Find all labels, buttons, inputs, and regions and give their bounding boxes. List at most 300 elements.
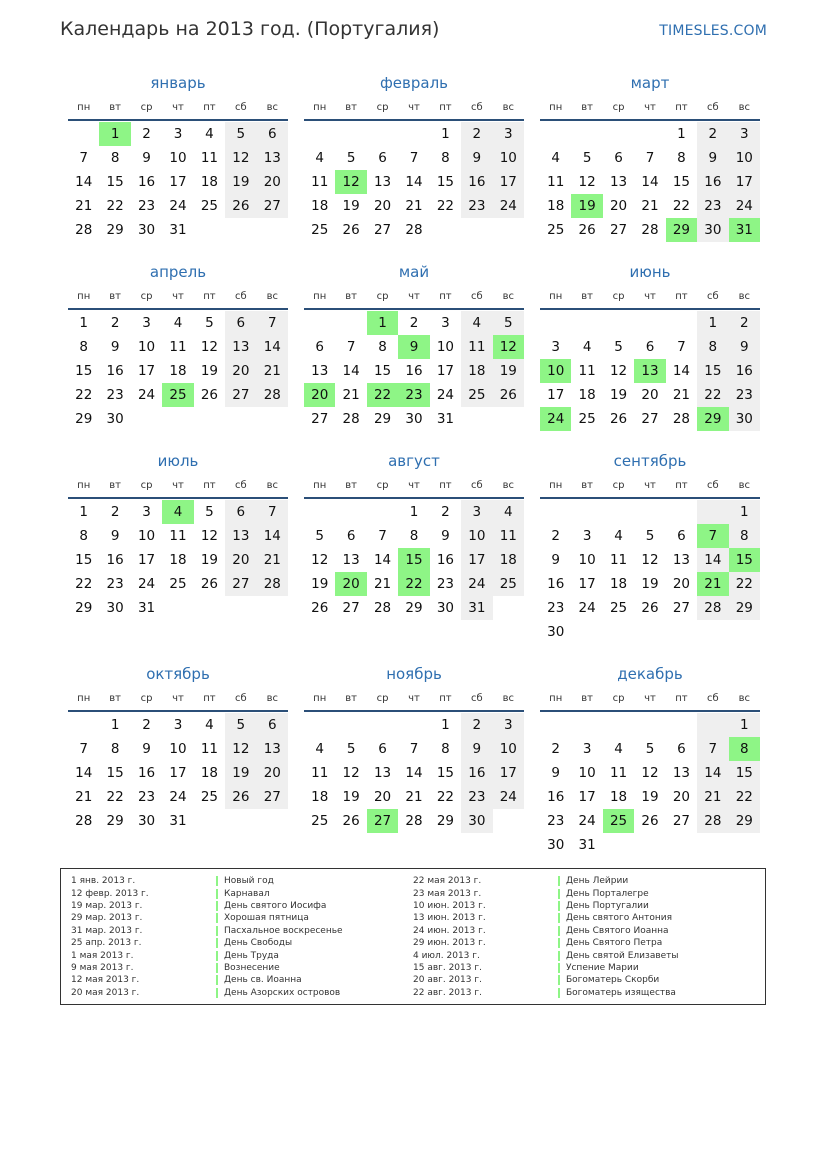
month-name: сентябрь bbox=[613, 452, 687, 470]
day-cell: 27 bbox=[257, 194, 288, 218]
day-cell: 30 bbox=[547, 837, 565, 853]
weekday-label: ср bbox=[612, 480, 625, 491]
weekday-label: пт bbox=[675, 480, 688, 491]
weekday-label: чт bbox=[644, 102, 656, 113]
day-cell: 28 bbox=[405, 222, 423, 238]
day-cell: 29 bbox=[405, 600, 423, 616]
day-cell: 25 bbox=[547, 222, 565, 238]
holiday-day-cell: 29 bbox=[666, 218, 697, 242]
holiday-day-cell: 10 bbox=[540, 359, 571, 383]
weekday-label: чт bbox=[408, 291, 420, 302]
holiday-name: День Труда bbox=[216, 951, 279, 961]
day-cell: 30 bbox=[137, 222, 156, 238]
day-cell: 26 bbox=[641, 600, 659, 616]
day-cell: 14 bbox=[697, 761, 728, 785]
weekday-label: ср bbox=[140, 291, 153, 302]
holiday-row bbox=[413, 987, 755, 999]
day-cell: 1 bbox=[697, 311, 728, 335]
weekday-header bbox=[68, 474, 288, 499]
day-cell: 8 bbox=[441, 741, 450, 757]
weekday-label: пн bbox=[313, 693, 327, 704]
day-cell: 8 bbox=[409, 528, 419, 544]
holiday-row bbox=[413, 900, 755, 912]
weekday-label: пт bbox=[203, 291, 216, 302]
weekday-label: пт bbox=[203, 102, 216, 113]
day-cell: 20 bbox=[257, 170, 288, 194]
holiday-row bbox=[71, 875, 413, 887]
day-cell: 26 bbox=[493, 383, 524, 407]
day-cell: 11 bbox=[609, 552, 628, 568]
weekday-label: сб bbox=[235, 693, 247, 704]
day-cell: 2 bbox=[110, 504, 120, 520]
day-cell: 6 bbox=[257, 713, 288, 737]
day-cell: 15 bbox=[106, 765, 124, 781]
holiday-name: День святого Иосифа bbox=[216, 901, 326, 911]
day-cell: 16 bbox=[405, 363, 423, 379]
holiday-name: Новый год bbox=[216, 876, 274, 886]
day-cell: 18 bbox=[547, 198, 565, 214]
day-cell: 9 bbox=[551, 552, 560, 568]
weekday-label: чт bbox=[172, 102, 184, 113]
day-cell: 15 bbox=[729, 761, 760, 785]
days-grid bbox=[540, 500, 760, 644]
day-cell: 30 bbox=[547, 624, 565, 640]
day-cell: 7 bbox=[257, 311, 288, 335]
day-cell: 30 bbox=[697, 218, 728, 242]
day-cell: 13 bbox=[257, 737, 288, 761]
weekday-label: чт bbox=[172, 693, 184, 704]
day-cell: 14 bbox=[75, 765, 93, 781]
day-cell: 4 bbox=[173, 315, 183, 331]
day-cell: 13 bbox=[672, 765, 691, 781]
day-cell: 28 bbox=[672, 411, 691, 427]
weekday-label: пт bbox=[675, 693, 688, 704]
days-grid bbox=[540, 713, 760, 857]
site-link[interactable]: TIMESLES.COM bbox=[659, 23, 767, 39]
day-cell: 9 bbox=[461, 146, 492, 170]
weekday-label: пт bbox=[675, 102, 688, 113]
day-cell: 4 bbox=[614, 528, 623, 544]
day-cell: 17 bbox=[547, 387, 565, 403]
weekday-label: ср bbox=[140, 480, 153, 491]
weekday-label: пн bbox=[549, 480, 563, 491]
empty-cell bbox=[697, 713, 728, 737]
day-cell: 30 bbox=[106, 411, 124, 427]
day-cell: 18 bbox=[578, 387, 596, 403]
day-cell: 8 bbox=[110, 741, 120, 757]
weekday-label: пн bbox=[549, 102, 563, 113]
weekday-label: сб bbox=[471, 102, 483, 113]
day-cell: 27 bbox=[342, 600, 360, 616]
day-cell: 30 bbox=[137, 813, 156, 829]
day-cell: 1 bbox=[110, 717, 120, 733]
day-cell: 24 bbox=[137, 576, 156, 592]
day-cell: 13 bbox=[311, 363, 329, 379]
empty-cell bbox=[634, 713, 665, 737]
empty-cell bbox=[634, 311, 665, 335]
day-cell: 16 bbox=[729, 359, 760, 383]
day-cell: 1 bbox=[79, 504, 88, 520]
weekday-label: вт bbox=[109, 480, 121, 491]
holiday-name: День святой Елизаветы bbox=[558, 951, 679, 961]
weekday-label: сб bbox=[707, 291, 719, 302]
day-cell: 30 bbox=[436, 600, 455, 616]
holiday-row bbox=[71, 987, 413, 999]
day-cell: 21 bbox=[405, 789, 423, 805]
day-cell: 7 bbox=[79, 741, 88, 757]
day-cell: 16 bbox=[436, 552, 455, 568]
day-cell: 12 bbox=[609, 363, 628, 379]
day-cell: 19 bbox=[641, 576, 659, 592]
day-cell: 25 bbox=[200, 789, 219, 805]
day-cell: 10 bbox=[729, 146, 760, 170]
holiday-day-cell: 12 bbox=[335, 170, 366, 194]
day-cell: 11 bbox=[169, 528, 187, 544]
holiday-date: 31 мар. 2013 г. bbox=[71, 925, 143, 936]
day-cell: 28 bbox=[257, 383, 288, 407]
day-cell: 2 bbox=[441, 504, 450, 520]
day-cell: 23 bbox=[436, 576, 455, 592]
days-grid bbox=[68, 713, 288, 833]
day-cell: 8 bbox=[677, 150, 686, 166]
weekday-label: вт bbox=[345, 291, 357, 302]
day-cell: 24 bbox=[461, 572, 492, 596]
holiday-row bbox=[71, 937, 413, 949]
day-cell: 6 bbox=[315, 339, 324, 355]
days-grid bbox=[68, 500, 288, 620]
day-cell: 26 bbox=[225, 785, 256, 809]
holiday-day-cell: 9 bbox=[398, 335, 429, 359]
weekday-label: вс bbox=[502, 291, 514, 302]
holiday-day-cell: 8 bbox=[729, 737, 760, 761]
holiday-name: День Португалии bbox=[558, 901, 649, 911]
month-calendar bbox=[540, 661, 760, 853]
day-cell: 4 bbox=[461, 311, 492, 335]
day-cell: 31 bbox=[578, 837, 596, 853]
day-cell: 23 bbox=[697, 194, 728, 218]
day-cell: 13 bbox=[225, 335, 256, 359]
weekday-label: вс bbox=[738, 102, 750, 113]
empty-cell bbox=[304, 713, 335, 737]
day-cell: 11 bbox=[609, 765, 628, 781]
day-cell: 31 bbox=[137, 600, 156, 616]
day-cell: 20 bbox=[225, 359, 256, 383]
day-cell: 2 bbox=[461, 713, 492, 737]
weekday-label: ср bbox=[612, 102, 625, 113]
day-cell: 25 bbox=[311, 222, 329, 238]
weekday-label: чт bbox=[644, 693, 656, 704]
day-cell: 17 bbox=[729, 170, 760, 194]
day-cell: 9 bbox=[461, 737, 492, 761]
days-grid bbox=[540, 311, 760, 431]
day-cell: 15 bbox=[697, 359, 728, 383]
day-cell: 14 bbox=[342, 363, 360, 379]
day-cell: 20 bbox=[609, 198, 628, 214]
holiday-day-cell: 12 bbox=[493, 335, 524, 359]
weekday-label: сб bbox=[235, 291, 247, 302]
weekday-label: ср bbox=[376, 102, 389, 113]
day-cell: 23 bbox=[547, 600, 565, 616]
empty-cell bbox=[540, 713, 571, 737]
empty-cell bbox=[603, 500, 634, 524]
month-calendar bbox=[540, 70, 760, 259]
day-cell: 21 bbox=[257, 548, 288, 572]
day-cell: 27 bbox=[609, 222, 628, 238]
empty-cell bbox=[634, 500, 665, 524]
weekday-label: ср bbox=[376, 693, 389, 704]
day-cell: 26 bbox=[311, 600, 329, 616]
day-cell: 10 bbox=[169, 150, 187, 166]
holiday-row bbox=[71, 949, 413, 961]
day-cell: 10 bbox=[137, 339, 156, 355]
holiday-day-cell: 20 bbox=[304, 383, 335, 407]
weekday-label: вс bbox=[738, 480, 750, 491]
day-cell: 1 bbox=[441, 717, 450, 733]
day-cell: 16 bbox=[547, 576, 565, 592]
month-calendar bbox=[304, 259, 524, 448]
day-cell: 17 bbox=[578, 789, 596, 805]
day-cell: 15 bbox=[106, 174, 124, 190]
weekday-label: пт bbox=[203, 693, 216, 704]
day-cell: 27 bbox=[225, 383, 256, 407]
holiday-date: 22 авг. 2013 г. bbox=[413, 987, 482, 998]
month-calendar bbox=[68, 259, 288, 448]
holiday-day-cell: 1 bbox=[99, 122, 130, 146]
holiday-day-cell: 15 bbox=[729, 548, 760, 572]
day-cell: 9 bbox=[142, 741, 151, 757]
holiday-date: 1 янв. 2013 г. bbox=[71, 876, 136, 887]
empty-cell bbox=[335, 713, 366, 737]
day-cell: 10 bbox=[493, 146, 524, 170]
day-cell: 13 bbox=[225, 524, 256, 548]
day-cell: 11 bbox=[493, 524, 524, 548]
day-cell: 31 bbox=[461, 596, 492, 620]
day-cell: 28 bbox=[373, 600, 392, 616]
day-cell: 26 bbox=[200, 576, 219, 592]
day-cell: 5 bbox=[346, 150, 356, 166]
holiday-row bbox=[413, 974, 755, 986]
empty-cell bbox=[571, 311, 602, 335]
holiday-row bbox=[413, 912, 755, 924]
day-cell: 7 bbox=[257, 500, 288, 524]
day-cell: 16 bbox=[697, 170, 728, 194]
holiday-date: 19 мар. 2013 г. bbox=[71, 900, 143, 911]
day-cell: 23 bbox=[461, 785, 492, 809]
day-cell: 25 bbox=[578, 411, 596, 427]
days-grid bbox=[68, 311, 288, 431]
day-cell: 26 bbox=[342, 222, 360, 238]
empty-cell bbox=[634, 122, 665, 146]
weekday-label: сб bbox=[235, 102, 247, 113]
day-cell: 17 bbox=[436, 363, 455, 379]
day-cell: 1 bbox=[441, 126, 450, 142]
day-cell: 17 bbox=[169, 174, 187, 190]
weekday-label: чт bbox=[408, 693, 420, 704]
empty-cell bbox=[367, 122, 398, 146]
weekday-label: вс bbox=[266, 102, 278, 113]
day-cell: 29 bbox=[436, 813, 455, 829]
empty-cell bbox=[398, 122, 429, 146]
day-cell: 4 bbox=[205, 126, 214, 142]
day-cell: 9 bbox=[729, 335, 760, 359]
day-cell: 23 bbox=[547, 813, 565, 829]
holiday-name: Вознесение bbox=[216, 963, 280, 973]
empty-cell bbox=[304, 311, 335, 335]
day-cell: 10 bbox=[169, 741, 187, 757]
holiday-day-cell: 25 bbox=[162, 383, 193, 407]
holiday-date: 13 июн. 2013 г. bbox=[413, 913, 486, 924]
day-cell: 11 bbox=[169, 339, 187, 355]
day-cell: 13 bbox=[672, 552, 691, 568]
day-cell: 6 bbox=[614, 150, 623, 166]
weekday-label: сб bbox=[235, 480, 247, 491]
holiday-row bbox=[71, 887, 413, 899]
weekday-label: сб bbox=[707, 693, 719, 704]
day-cell: 21 bbox=[373, 576, 392, 592]
day-cell: 9 bbox=[142, 150, 151, 166]
holiday-date: 9 мая 2013 г. bbox=[71, 962, 134, 973]
day-cell: 28 bbox=[75, 813, 93, 829]
month-calendar bbox=[304, 70, 524, 259]
weekday-label: чт bbox=[172, 480, 184, 491]
day-cell: 6 bbox=[645, 339, 655, 355]
day-cell: 7 bbox=[645, 150, 655, 166]
empty-cell bbox=[603, 311, 634, 335]
holiday-date: 29 июн. 2013 г. bbox=[413, 938, 486, 949]
day-cell: 13 bbox=[609, 174, 628, 190]
day-cell: 14 bbox=[641, 174, 659, 190]
holiday-row bbox=[71, 974, 413, 986]
holiday-row bbox=[413, 887, 755, 899]
weekday-label: вт bbox=[109, 291, 121, 302]
day-cell: 6 bbox=[677, 528, 686, 544]
day-cell: 11 bbox=[311, 174, 329, 190]
weekday-label: вт bbox=[581, 291, 593, 302]
day-cell: 10 bbox=[493, 737, 524, 761]
holiday-day-cell: 19 bbox=[571, 194, 602, 218]
day-cell: 21 bbox=[342, 387, 360, 403]
day-cell: 22 bbox=[75, 576, 93, 592]
holiday-name: Успение Марии bbox=[558, 963, 639, 973]
weekday-label: вт bbox=[581, 480, 593, 491]
month-calendar bbox=[304, 448, 524, 637]
day-cell: 11 bbox=[200, 150, 219, 166]
holiday-date: 24 июн. 2013 г. bbox=[413, 925, 486, 936]
day-cell: 12 bbox=[311, 552, 329, 568]
holiday-date: 1 мая 2013 г. bbox=[71, 950, 134, 961]
weekday-label: пт bbox=[439, 693, 452, 704]
day-cell: 4 bbox=[315, 741, 324, 757]
day-cell: 3 bbox=[173, 126, 183, 142]
day-cell: 14 bbox=[257, 335, 288, 359]
day-cell: 3 bbox=[729, 122, 760, 146]
holiday-name: Карнавал bbox=[216, 889, 270, 899]
holiday-name: День св. Иоанна bbox=[216, 975, 302, 985]
weekday-header bbox=[68, 96, 288, 121]
day-cell: 11 bbox=[578, 363, 596, 379]
holiday-day-cell: 7 bbox=[697, 524, 728, 548]
weekday-label: ср bbox=[376, 291, 389, 302]
day-cell: 17 bbox=[578, 576, 596, 592]
empty-cell bbox=[603, 713, 634, 737]
day-cell: 13 bbox=[257, 146, 288, 170]
day-cell: 8 bbox=[110, 150, 120, 166]
day-cell: 19 bbox=[225, 761, 256, 785]
holiday-day-cell: 22 bbox=[367, 383, 398, 407]
day-cell: 15 bbox=[672, 174, 691, 190]
day-cell: 12 bbox=[578, 174, 596, 190]
day-cell: 3 bbox=[582, 528, 592, 544]
day-cell: 3 bbox=[173, 717, 183, 733]
day-cell: 13 bbox=[373, 765, 392, 781]
day-cell: 16 bbox=[461, 170, 492, 194]
day-cell: 12 bbox=[225, 146, 256, 170]
day-cell: 19 bbox=[609, 387, 628, 403]
day-cell: 4 bbox=[614, 741, 623, 757]
holiday-name: День Свободы bbox=[216, 938, 292, 948]
day-cell: 19 bbox=[200, 363, 219, 379]
day-cell: 3 bbox=[461, 500, 492, 524]
day-cell: 7 bbox=[677, 339, 686, 355]
day-cell: 23 bbox=[106, 387, 124, 403]
holiday-row bbox=[413, 875, 755, 887]
holiday-date: 25 апр. 2013 г. bbox=[71, 938, 142, 949]
day-cell: 5 bbox=[645, 741, 655, 757]
weekday-label: вс bbox=[266, 693, 278, 704]
day-cell: 20 bbox=[373, 198, 392, 214]
day-cell: 17 bbox=[169, 765, 187, 781]
empty-cell bbox=[335, 311, 366, 335]
weekday-label: ср bbox=[140, 102, 153, 113]
day-cell: 3 bbox=[551, 339, 560, 355]
day-cell: 7 bbox=[79, 150, 88, 166]
day-cell: 20 bbox=[672, 576, 691, 592]
day-cell: 19 bbox=[641, 789, 659, 805]
day-cell: 18 bbox=[200, 765, 219, 781]
holiday-row bbox=[413, 937, 755, 949]
day-cell: 7 bbox=[697, 737, 728, 761]
holiday-name: День святого Антония bbox=[558, 913, 672, 923]
day-cell: 14 bbox=[75, 174, 93, 190]
day-cell: 28 bbox=[697, 596, 728, 620]
holiday-name: Богоматерь изящества bbox=[558, 988, 676, 998]
months-grid bbox=[68, 70, 760, 853]
day-cell: 29 bbox=[729, 809, 760, 833]
holiday-row bbox=[413, 925, 755, 937]
days-grid bbox=[304, 713, 524, 833]
weekday-label: пн bbox=[77, 102, 91, 113]
day-cell: 24 bbox=[169, 198, 187, 214]
day-cell: 24 bbox=[493, 785, 524, 809]
weekday-label: пт bbox=[203, 480, 216, 491]
day-cell: 3 bbox=[493, 713, 524, 737]
day-cell: 27 bbox=[373, 222, 392, 238]
day-cell: 5 bbox=[205, 315, 214, 331]
day-cell: 28 bbox=[75, 222, 93, 238]
day-cell: 10 bbox=[436, 339, 455, 355]
day-cell: 4 bbox=[493, 500, 524, 524]
holiday-day-cell: 22 bbox=[398, 572, 429, 596]
day-cell: 26 bbox=[609, 411, 628, 427]
day-cell: 12 bbox=[200, 339, 219, 355]
day-cell: 18 bbox=[200, 174, 219, 190]
day-cell: 27 bbox=[672, 600, 691, 616]
weekday-label: вс bbox=[266, 291, 278, 302]
day-cell: 9 bbox=[110, 339, 120, 355]
holiday-row bbox=[413, 962, 755, 974]
day-cell: 26 bbox=[342, 813, 360, 829]
empty-cell bbox=[666, 500, 697, 524]
